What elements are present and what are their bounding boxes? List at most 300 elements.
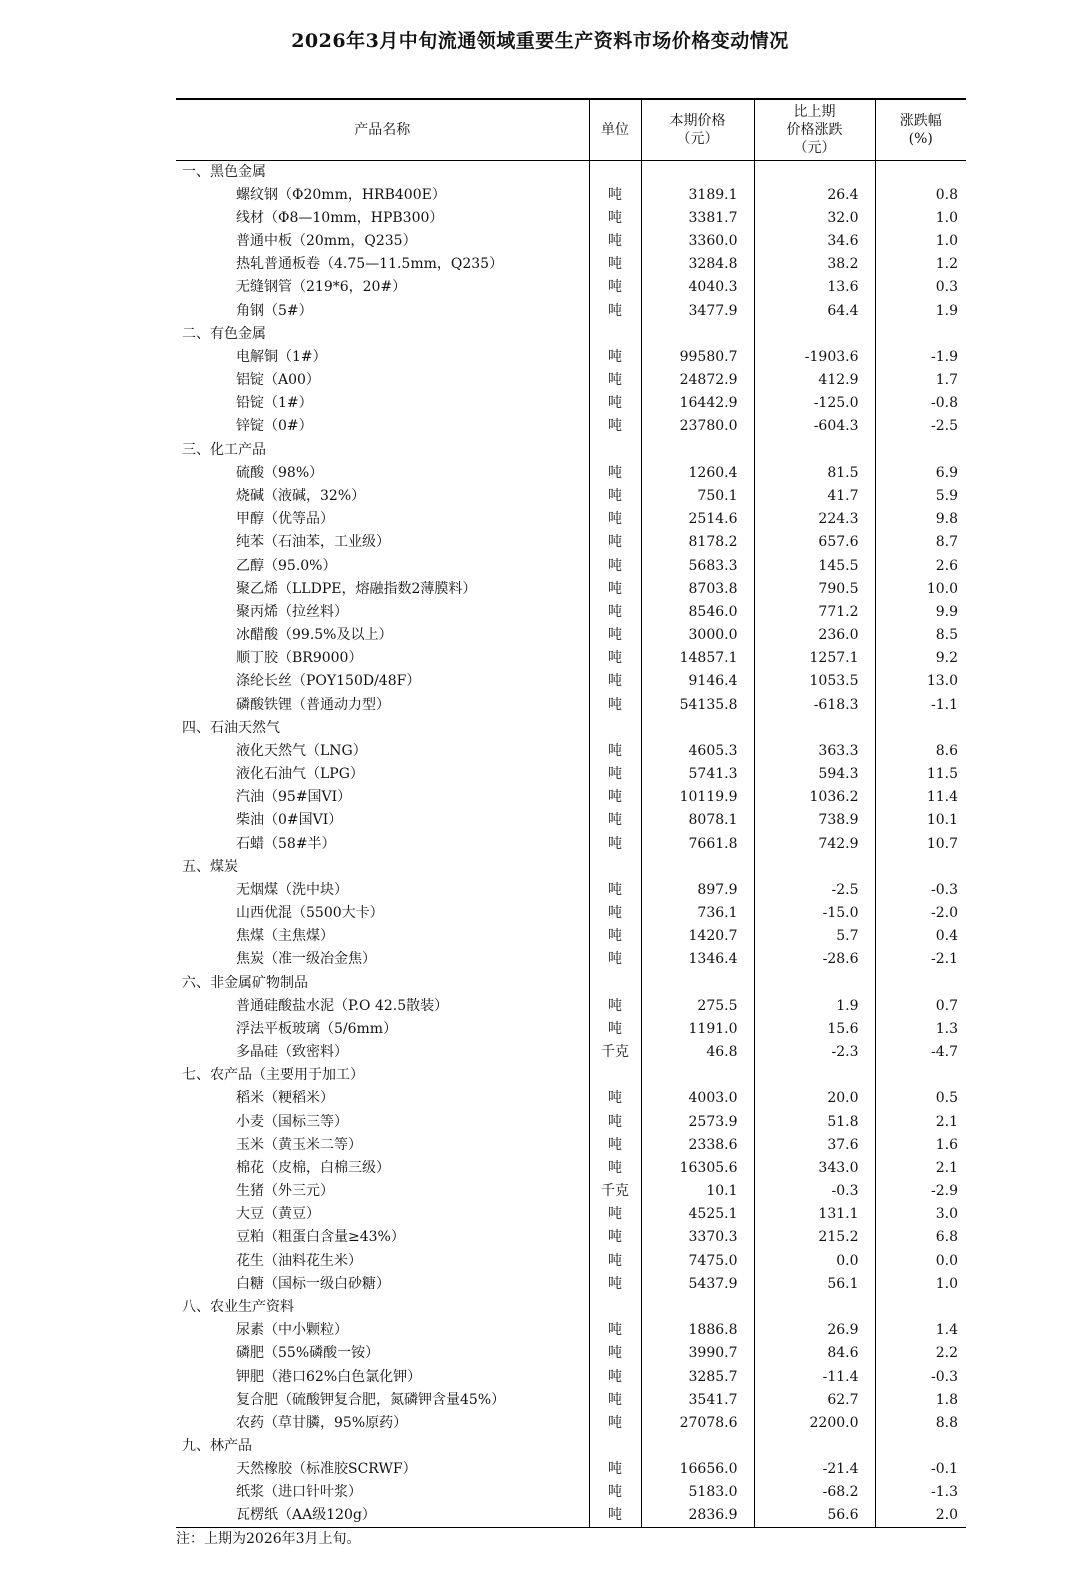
empty-cell	[641, 1295, 754, 1318]
percent-cell: 10.0	[875, 577, 966, 600]
table-row	[176, 369, 966, 392]
percent-cell: -0.8	[875, 392, 966, 415]
unit-cell: 吨	[589, 345, 641, 368]
table-row	[176, 253, 966, 276]
percent-cell: 10.1	[875, 809, 966, 832]
change-cell: 26.9	[754, 1319, 875, 1342]
unit-cell: 吨	[589, 693, 641, 716]
unit-cell: 千克	[589, 1180, 641, 1203]
product-name-cell: 液化天然气（LNG）	[236, 742, 367, 759]
table-row	[176, 276, 966, 299]
empty-cell	[754, 716, 875, 739]
price-cell: 2514.6	[641, 508, 754, 531]
product-name-cell: 豆粕（粗蛋白含量≥43%）	[236, 1229, 405, 1246]
table-row	[176, 623, 966, 646]
table-row	[176, 577, 966, 600]
document-title: 2026年3月中旬流通领域重要生产资料市场价格变动情况	[291, 30, 789, 52]
table-row	[176, 832, 966, 855]
unit-cell: 吨	[589, 1388, 641, 1411]
price-cell: 750.1	[641, 484, 754, 507]
percent-cell: 0.7	[875, 994, 966, 1017]
price-cell: 3541.7	[641, 1388, 754, 1411]
change-cell: 771.2	[754, 600, 875, 623]
percent-cell: 2.1	[875, 1156, 966, 1179]
change-cell: 1053.5	[754, 670, 875, 693]
category-row	[176, 1295, 966, 1318]
percent-cell: 6.9	[875, 461, 966, 484]
price-cell: 8078.1	[641, 809, 754, 832]
percent-cell: 1.2	[875, 253, 966, 276]
product-name-cell: 钾肥（港口62%白色氯化钾）	[236, 1368, 422, 1385]
table-row	[176, 1110, 966, 1133]
table-row	[176, 299, 966, 322]
percent-cell: 8.6	[875, 739, 966, 762]
product-name-cell: 液化石油气（LPG）	[236, 766, 364, 783]
percent-cell: 0.5	[875, 1087, 966, 1110]
price-cell: 54135.8	[641, 693, 754, 716]
change-cell: 41.7	[754, 484, 875, 507]
unit-cell: 吨	[589, 484, 641, 507]
change-cell: -1903.6	[754, 345, 875, 368]
empty-cell	[641, 438, 754, 461]
table-row	[176, 994, 966, 1017]
percent-cell: 0.0	[875, 1249, 966, 1272]
percent-cell: -1.1	[875, 693, 966, 716]
empty-cell	[641, 160, 754, 183]
price-cell: 2836.9	[641, 1504, 754, 1527]
percent-cell: 0.3	[875, 276, 966, 299]
unit-cell: 吨	[589, 1087, 641, 1110]
unit-cell: 吨	[589, 1203, 641, 1226]
empty-cell	[589, 1064, 641, 1087]
price-cell: 8546.0	[641, 600, 754, 623]
product-name-cell: 玉米（黄玉米二等）	[236, 1136, 362, 1153]
change-cell: 236.0	[754, 623, 875, 646]
table-row	[176, 647, 966, 670]
empty-cell	[641, 1434, 754, 1457]
table-row	[176, 948, 966, 971]
percent-cell: 1.0	[875, 206, 966, 229]
price-cell: 1886.8	[641, 1319, 754, 1342]
product-name-cell: 花生（油料花生米）	[236, 1252, 362, 1269]
unit-cell: 吨	[589, 670, 641, 693]
empty-cell	[754, 1295, 875, 1318]
percent-cell: 0.8	[875, 183, 966, 206]
empty-cell	[589, 322, 641, 345]
price-cell: 9146.4	[641, 670, 754, 693]
percent-cell: 1.9	[875, 299, 966, 322]
table-row	[176, 1365, 966, 1388]
product-name-cell: 多晶硅（致密料）	[236, 1044, 348, 1061]
table-row	[176, 1041, 966, 1064]
percent-cell: -2.5	[875, 415, 966, 438]
table-row	[176, 1017, 966, 1040]
table-row	[176, 1156, 966, 1179]
change-cell: -604.3	[754, 415, 875, 438]
change-cell: 34.6	[754, 230, 875, 253]
empty-cell	[754, 1434, 875, 1457]
price-cell: 897.9	[641, 878, 754, 901]
change-cell: 64.4	[754, 299, 875, 322]
price-cell: 5183.0	[641, 1481, 754, 1504]
unit-cell: 吨	[589, 369, 641, 392]
change-cell: 224.3	[754, 508, 875, 531]
category-name: 八、农业生产资料	[182, 1299, 294, 1315]
empty-cell	[641, 322, 754, 345]
change-cell: 84.6	[754, 1342, 875, 1365]
percent-cell: 8.5	[875, 623, 966, 646]
unit-cell: 吨	[589, 577, 641, 600]
unit-cell: 吨	[589, 230, 641, 253]
change-cell: 657.6	[754, 531, 875, 554]
change-cell: 62.7	[754, 1388, 875, 1411]
empty-cell	[589, 855, 641, 878]
table-row	[176, 739, 966, 762]
product-name-cell: 乙醇（95.0%）	[236, 557, 337, 574]
price-cell: 3477.9	[641, 299, 754, 322]
unit-cell: 千克	[589, 1041, 641, 1064]
table-row	[176, 183, 966, 206]
unit-cell: 吨	[589, 623, 641, 646]
table-row	[176, 1087, 966, 1110]
percent-cell: 2.0	[875, 1504, 966, 1527]
unit-cell: 吨	[589, 299, 641, 322]
category-name: 三、化工产品	[182, 441, 266, 458]
category-name: 九、林产品	[182, 1438, 252, 1455]
product-name-cell: 铅锭（1#）	[236, 395, 313, 412]
category-row	[176, 1434, 966, 1457]
product-name-cell: 稻米（粳稻米）	[236, 1090, 334, 1107]
product-name-cell: 普通硅酸盐水泥（P.O 42.5散装）	[236, 997, 449, 1014]
product-name-cell: 汽油（95#国VI）	[236, 789, 352, 806]
table-row	[176, 392, 966, 415]
percent-cell: 2.1	[875, 1110, 966, 1133]
percent-cell: -1.3	[875, 1481, 966, 1504]
empty-cell	[875, 438, 966, 461]
category-row	[176, 1064, 966, 1087]
price-cell: 1191.0	[641, 1017, 754, 1040]
price-cell: 5683.3	[641, 554, 754, 577]
category-name: 一、黑色金属	[182, 163, 266, 180]
change-cell: 32.0	[754, 206, 875, 229]
table-row	[176, 1504, 966, 1527]
unit-cell: 吨	[589, 1458, 641, 1481]
table-row	[176, 1458, 966, 1481]
price-table	[176, 98, 966, 1528]
change-cell: -2.3	[754, 1041, 875, 1064]
table-row	[176, 925, 966, 948]
table-row	[176, 1249, 966, 1272]
change-cell: 38.2	[754, 253, 875, 276]
table-row	[176, 531, 966, 554]
percent-cell: 1.3	[875, 1017, 966, 1040]
empty-cell	[589, 438, 641, 461]
change-cell: 37.6	[754, 1133, 875, 1156]
percent-cell: -4.7	[875, 1041, 966, 1064]
product-name-cell: 顺丁胶（BR9000）	[236, 650, 363, 667]
empty-cell	[641, 1064, 754, 1087]
unit-cell: 吨	[589, 878, 641, 901]
percent-cell: -0.1	[875, 1458, 966, 1481]
change-cell: 81.5	[754, 461, 875, 484]
price-cell: 3381.7	[641, 206, 754, 229]
change-cell: 412.9	[754, 369, 875, 392]
unit-cell: 吨	[589, 531, 641, 554]
unit-cell: 吨	[589, 1133, 641, 1156]
empty-cell	[754, 322, 875, 345]
price-cell: 275.5	[641, 994, 754, 1017]
change-cell: 56.6	[754, 1504, 875, 1527]
unit-cell: 吨	[589, 925, 641, 948]
unit-cell: 吨	[589, 253, 641, 276]
unit-cell: 吨	[589, 1319, 641, 1342]
price-cell: 3189.1	[641, 183, 754, 206]
product-name-cell: 石蜡（58#半）	[236, 835, 336, 852]
price-cell: 7661.8	[641, 832, 754, 855]
empty-cell	[754, 855, 875, 878]
unit-cell: 吨	[589, 832, 641, 855]
category-name: 六、非金属矿物制品	[182, 974, 308, 991]
product-name-cell: 焦煤（主焦煤）	[236, 928, 334, 945]
unit-cell: 吨	[589, 762, 641, 785]
percent-cell: 1.0	[875, 1272, 966, 1295]
product-name-cell: 铝锭（A00）	[236, 372, 320, 389]
unit-cell: 吨	[589, 1481, 641, 1504]
percent-cell: 1.0	[875, 230, 966, 253]
change-cell: 56.1	[754, 1272, 875, 1295]
price-cell: 4040.3	[641, 276, 754, 299]
price-cell: 3284.8	[641, 253, 754, 276]
category-name: 五、煤炭	[182, 858, 238, 875]
product-name-cell: 烧碱（液碱，32%）	[236, 487, 366, 504]
price-cell: 3370.3	[641, 1226, 754, 1249]
percent-cell: 1.4	[875, 1319, 966, 1342]
table-row	[176, 345, 966, 368]
unit-cell: 吨	[589, 1226, 641, 1249]
percent-cell: -1.9	[875, 345, 966, 368]
table-row	[176, 206, 966, 229]
empty-cell	[875, 971, 966, 994]
price-cell: 1260.4	[641, 461, 754, 484]
unit-cell: 吨	[589, 647, 641, 670]
unit-cell: 吨	[589, 786, 641, 809]
percent-cell: -2.1	[875, 948, 966, 971]
unit-cell: 吨	[589, 994, 641, 1017]
empty-cell	[875, 1064, 966, 1087]
header-price-change: 比上期 价格涨跌 （元）	[754, 99, 875, 160]
percent-cell: 11.5	[875, 762, 966, 785]
percent-cell: 2.2	[875, 1342, 966, 1365]
change-cell: -125.0	[754, 392, 875, 415]
change-cell: 20.0	[754, 1087, 875, 1110]
table-row	[176, 693, 966, 716]
empty-cell	[754, 438, 875, 461]
product-name-cell: 电解铜（1#）	[236, 348, 327, 365]
unit-cell: 吨	[589, 600, 641, 623]
product-name-cell: 瓦楞纸（AA级120g）	[176, 1504, 589, 1527]
table-row	[176, 508, 966, 531]
table-row	[176, 1203, 966, 1226]
category-name: 七、农产品（主要用于加工）	[182, 1067, 364, 1084]
unit-cell: 吨	[589, 1411, 641, 1434]
percent-cell: 5.9	[875, 484, 966, 507]
table-row	[176, 461, 966, 484]
percent-cell: 0.4	[875, 925, 966, 948]
change-cell: 215.2	[754, 1226, 875, 1249]
product-name-cell: 角钢（5#）	[236, 302, 313, 319]
price-cell: 3990.7	[641, 1342, 754, 1365]
empty-cell	[875, 855, 966, 878]
price-cell: 8703.8	[641, 577, 754, 600]
product-name-cell: 线材（Φ8—10mm，HPB300）	[236, 209, 444, 226]
unit-cell: 吨	[589, 415, 641, 438]
change-cell: 13.6	[754, 276, 875, 299]
price-cell: 99580.7	[641, 345, 754, 368]
category-row	[176, 855, 966, 878]
empty-cell	[875, 322, 966, 345]
unit-cell: 吨	[589, 206, 641, 229]
price-cell: 46.8	[641, 1041, 754, 1064]
price-cell: 3285.7	[641, 1365, 754, 1388]
table-row	[176, 809, 966, 832]
table-row	[176, 1342, 966, 1365]
price-cell: 8178.2	[641, 531, 754, 554]
table-row	[176, 1411, 966, 1434]
empty-cell	[641, 971, 754, 994]
unit-cell: 吨	[589, 1365, 641, 1388]
empty-cell	[754, 160, 875, 183]
header-product-name: 产品名称	[176, 99, 589, 160]
empty-cell	[589, 716, 641, 739]
unit-cell: 吨	[589, 276, 641, 299]
change-cell: 5.7	[754, 925, 875, 948]
change-cell: 363.3	[754, 739, 875, 762]
price-cell: 3000.0	[641, 623, 754, 646]
price-cell: 1346.4	[641, 948, 754, 971]
empty-cell	[589, 1295, 641, 1318]
table-row	[176, 1180, 966, 1203]
product-name-cell: 柴油（0#国VI）	[236, 812, 343, 829]
change-cell: 145.5	[754, 554, 875, 577]
category-row	[176, 160, 966, 183]
change-cell: -21.4	[754, 1458, 875, 1481]
product-name-cell: 普通中板（20mm，Q235）	[236, 233, 417, 250]
table-row	[176, 600, 966, 623]
table-row	[176, 230, 966, 253]
percent-cell: -2.9	[875, 1180, 966, 1203]
category-name: 二、有色金属	[182, 325, 266, 342]
table-row	[176, 1481, 966, 1504]
empty-cell	[754, 971, 875, 994]
change-cell: 26.4	[754, 183, 875, 206]
change-cell: 15.6	[754, 1017, 875, 1040]
price-cell: 4525.1	[641, 1203, 754, 1226]
product-name-cell: 棉花（皮棉，白棉三级）	[236, 1159, 390, 1176]
product-name-cell: 锌锭（0#）	[236, 418, 313, 435]
product-name-cell: 大豆（黄豆）	[236, 1206, 320, 1223]
empty-cell	[589, 160, 641, 183]
table-row	[176, 415, 966, 438]
change-cell: -68.2	[754, 1481, 875, 1504]
product-name-cell: 甲醇（优等品）	[236, 511, 334, 528]
category-row	[176, 322, 966, 345]
change-cell: 131.1	[754, 1203, 875, 1226]
product-name-cell: 无烟煤（洗中块）	[236, 881, 348, 898]
price-cell: 16656.0	[641, 1458, 754, 1481]
percent-cell: -0.3	[875, 878, 966, 901]
percent-cell: 9.9	[875, 600, 966, 623]
product-name-cell: 涤纶长丝（POY150D/48F）	[236, 673, 421, 690]
change-cell: 742.9	[754, 832, 875, 855]
product-name-cell: 无缝钢管（219*6，20#）	[236, 279, 407, 296]
change-cell: 594.3	[754, 762, 875, 785]
change-cell: 2200.0	[754, 1411, 875, 1434]
percent-cell: 9.8	[875, 508, 966, 531]
unit-cell: 吨	[589, 1342, 641, 1365]
product-name-cell: 聚乙烯（LLDPE，熔融指数2薄膜料）	[236, 580, 477, 597]
empty-cell	[641, 716, 754, 739]
price-cell: 4003.0	[641, 1087, 754, 1110]
table-row	[176, 1272, 966, 1295]
change-cell: -15.0	[754, 902, 875, 925]
percent-cell: 1.6	[875, 1133, 966, 1156]
category-row	[176, 716, 966, 739]
empty-cell	[589, 1434, 641, 1457]
category-row	[176, 438, 966, 461]
unit-cell: 吨	[589, 461, 641, 484]
price-cell: 3360.0	[641, 230, 754, 253]
price-cell: 2573.9	[641, 1110, 754, 1133]
product-name-cell: 农药（草甘膦，95%原药）	[236, 1414, 408, 1431]
unit-cell: 吨	[589, 508, 641, 531]
product-name-cell: 聚丙烯（拉丝料）	[236, 603, 348, 620]
percent-cell: 1.7	[875, 369, 966, 392]
price-cell: 2338.6	[641, 1133, 754, 1156]
percent-cell: 10.7	[875, 832, 966, 855]
empty-cell	[589, 971, 641, 994]
price-cell: 16442.9	[641, 392, 754, 415]
header-unit: 单位	[589, 99, 641, 160]
percent-cell: 2.6	[875, 554, 966, 577]
percent-cell: 11.4	[875, 786, 966, 809]
unit-cell: 吨	[589, 948, 641, 971]
table-row	[176, 1388, 966, 1411]
header-current-price: 本期价格 （元）	[641, 99, 754, 160]
empty-cell	[875, 160, 966, 183]
product-name-cell: 浮法平板玻璃（5/6mm）	[236, 1020, 398, 1037]
percent-cell: 6.8	[875, 1226, 966, 1249]
empty-cell	[875, 1295, 966, 1318]
product-name-cell: 焦炭（准一级冶金焦）	[236, 951, 376, 968]
table-row	[176, 1133, 966, 1156]
price-cell: 7475.0	[641, 1249, 754, 1272]
table-row	[176, 554, 966, 577]
header-change-percent: 涨跌幅 (%)	[875, 99, 966, 160]
price-cell: 14857.1	[641, 647, 754, 670]
unit-cell: 吨	[589, 809, 641, 832]
price-cell: 736.1	[641, 902, 754, 925]
empty-cell	[875, 1434, 966, 1457]
category-row	[176, 971, 966, 994]
product-name-cell: 生猪（外三元）	[236, 1183, 334, 1200]
unit-cell: 吨	[589, 554, 641, 577]
price-cell: 10.1	[641, 1180, 754, 1203]
product-name-cell: 山西优混（5500大卡）	[236, 905, 384, 922]
price-cell: 16305.6	[641, 1156, 754, 1179]
empty-cell	[641, 855, 754, 878]
change-cell: 0.0	[754, 1249, 875, 1272]
change-cell: -618.3	[754, 693, 875, 716]
